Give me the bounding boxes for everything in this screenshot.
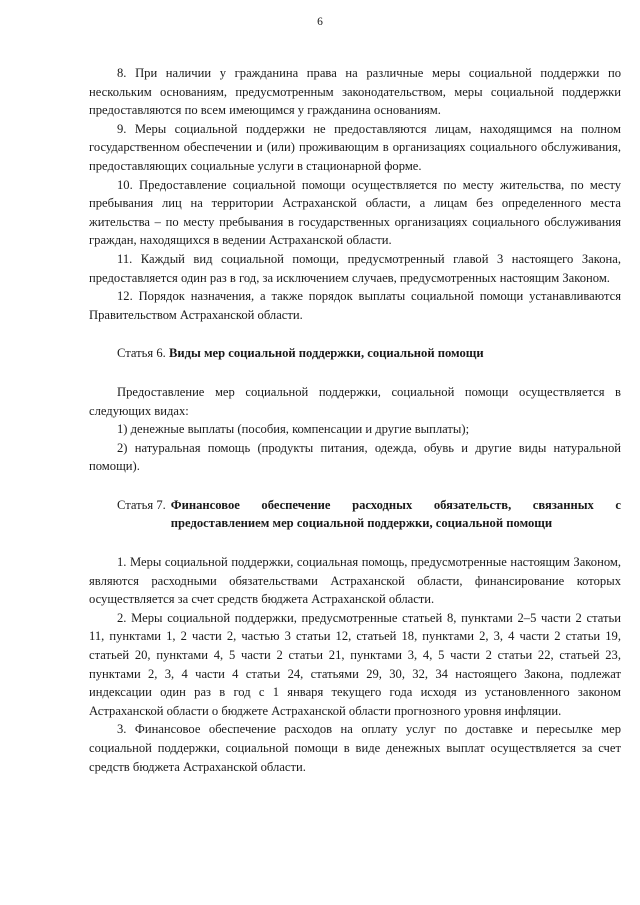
article-7-heading [89,496,621,533]
paragraph-10: 10. Предоставление социальной помощи осуществляется по месту жительства, по месту пребывания лиц на территории Астраханской области, а лицам без определенного места жительства – по месту пребывания в государственных организациях социального обслуживания граждан, находящихся в ведении Астраханской области. [89,177,621,248]
paragraph-11: 11. Каждый вид социальной помощи, предусмотренный главой 3 настоящего Закона, предоставляется один раз в год, за исключением случаев, предусмотренных настоящим Законом. [89,251,621,285]
document-body [89,64,621,776]
paragraph-9: 9. Меры социальной поддержки не предоставляются лицам, находящимся на полном государственном обеспечении и (или) проживающим в организациях социального обслуживания, предоставляющих социальные услуги в стационарной форме. [89,121,621,173]
article-6-paragraph: Предоставление мер социальной поддержки, социальной помощи осуществляется в следующих видах: [89,384,621,418]
article-7-label: Статья 7. [117,497,166,512]
article-7-paragraph-2: 2. Меры социальной поддержки, предусмотренные статьей 8, пунктами 2–5 части 2 статьи 11, пунктами 1, 2 части 2, частью 3 статьи 12, статьей 18, пунктами 2, 3, 4 части 2 статьи 19, статьей 20, пунктами 4, 5 части 2 статьи 21, пунктами 3, 4, 5 части 2 статьи 22, статьей 23, пунктами 2, 3, 4 части 4 статьи 24, статьями 29, 30, 32, 34 настоящего Закона, подлежат индексации один раз в год с 1 января текущего года исходя из установленного законом Астраханской области о бюджете Астраханской области прогнозного уровня инфляции. [89,610,621,718]
article-7-paragraph-3: 3. Финансовое обеспечение расходов на оплату услуг по доставке и пересылке мер социальной поддержки, социальной помощи в виде денежных выплат осуществляется за счет средств бюджета Астраханской области. [89,722,621,774]
paragraph-12: 12. Порядок назначения, а также порядок выплаты социальной помощи устанавливаются Правительством Астраханской области. [89,289,621,322]
article-6-title: Виды мер социальной поддержки, социальной помощи [168,346,484,361]
article-6-item: 2) натуральная помощь (продукты питания, одежда, обувь и другие виды натуральной помощи). [89,440,621,474]
article-7-title: Финансовое обеспечение расходных обязательств, связанных с предоставлением мер социальной поддержки, социальной помощи [170,497,621,531]
article-6-heading [89,344,621,363]
article-6-label: Статья 6. [117,346,166,361]
page-number: 6 [317,16,323,28]
article-6-item: 1) денежные выплаты (пособия, компенсации и другие выплаты); [117,422,470,437]
article-7-paragraph-1: 1. Меры социальной поддержки, социальная помощь, предусмотренные настоящим Законом, являются расходными обязательствами Астраханской области, финансирование которых осуществляется за счет средств бюджета Астраханской области. [89,555,621,607]
paragraph-8: 8. При наличии у гражданина права на различные меры социальной поддержки по нескольким основаниям, предусмотренным законодательством, меры социальной поддержки предоставляются по всем имеющимся у гражданина основаниям. [89,66,621,118]
